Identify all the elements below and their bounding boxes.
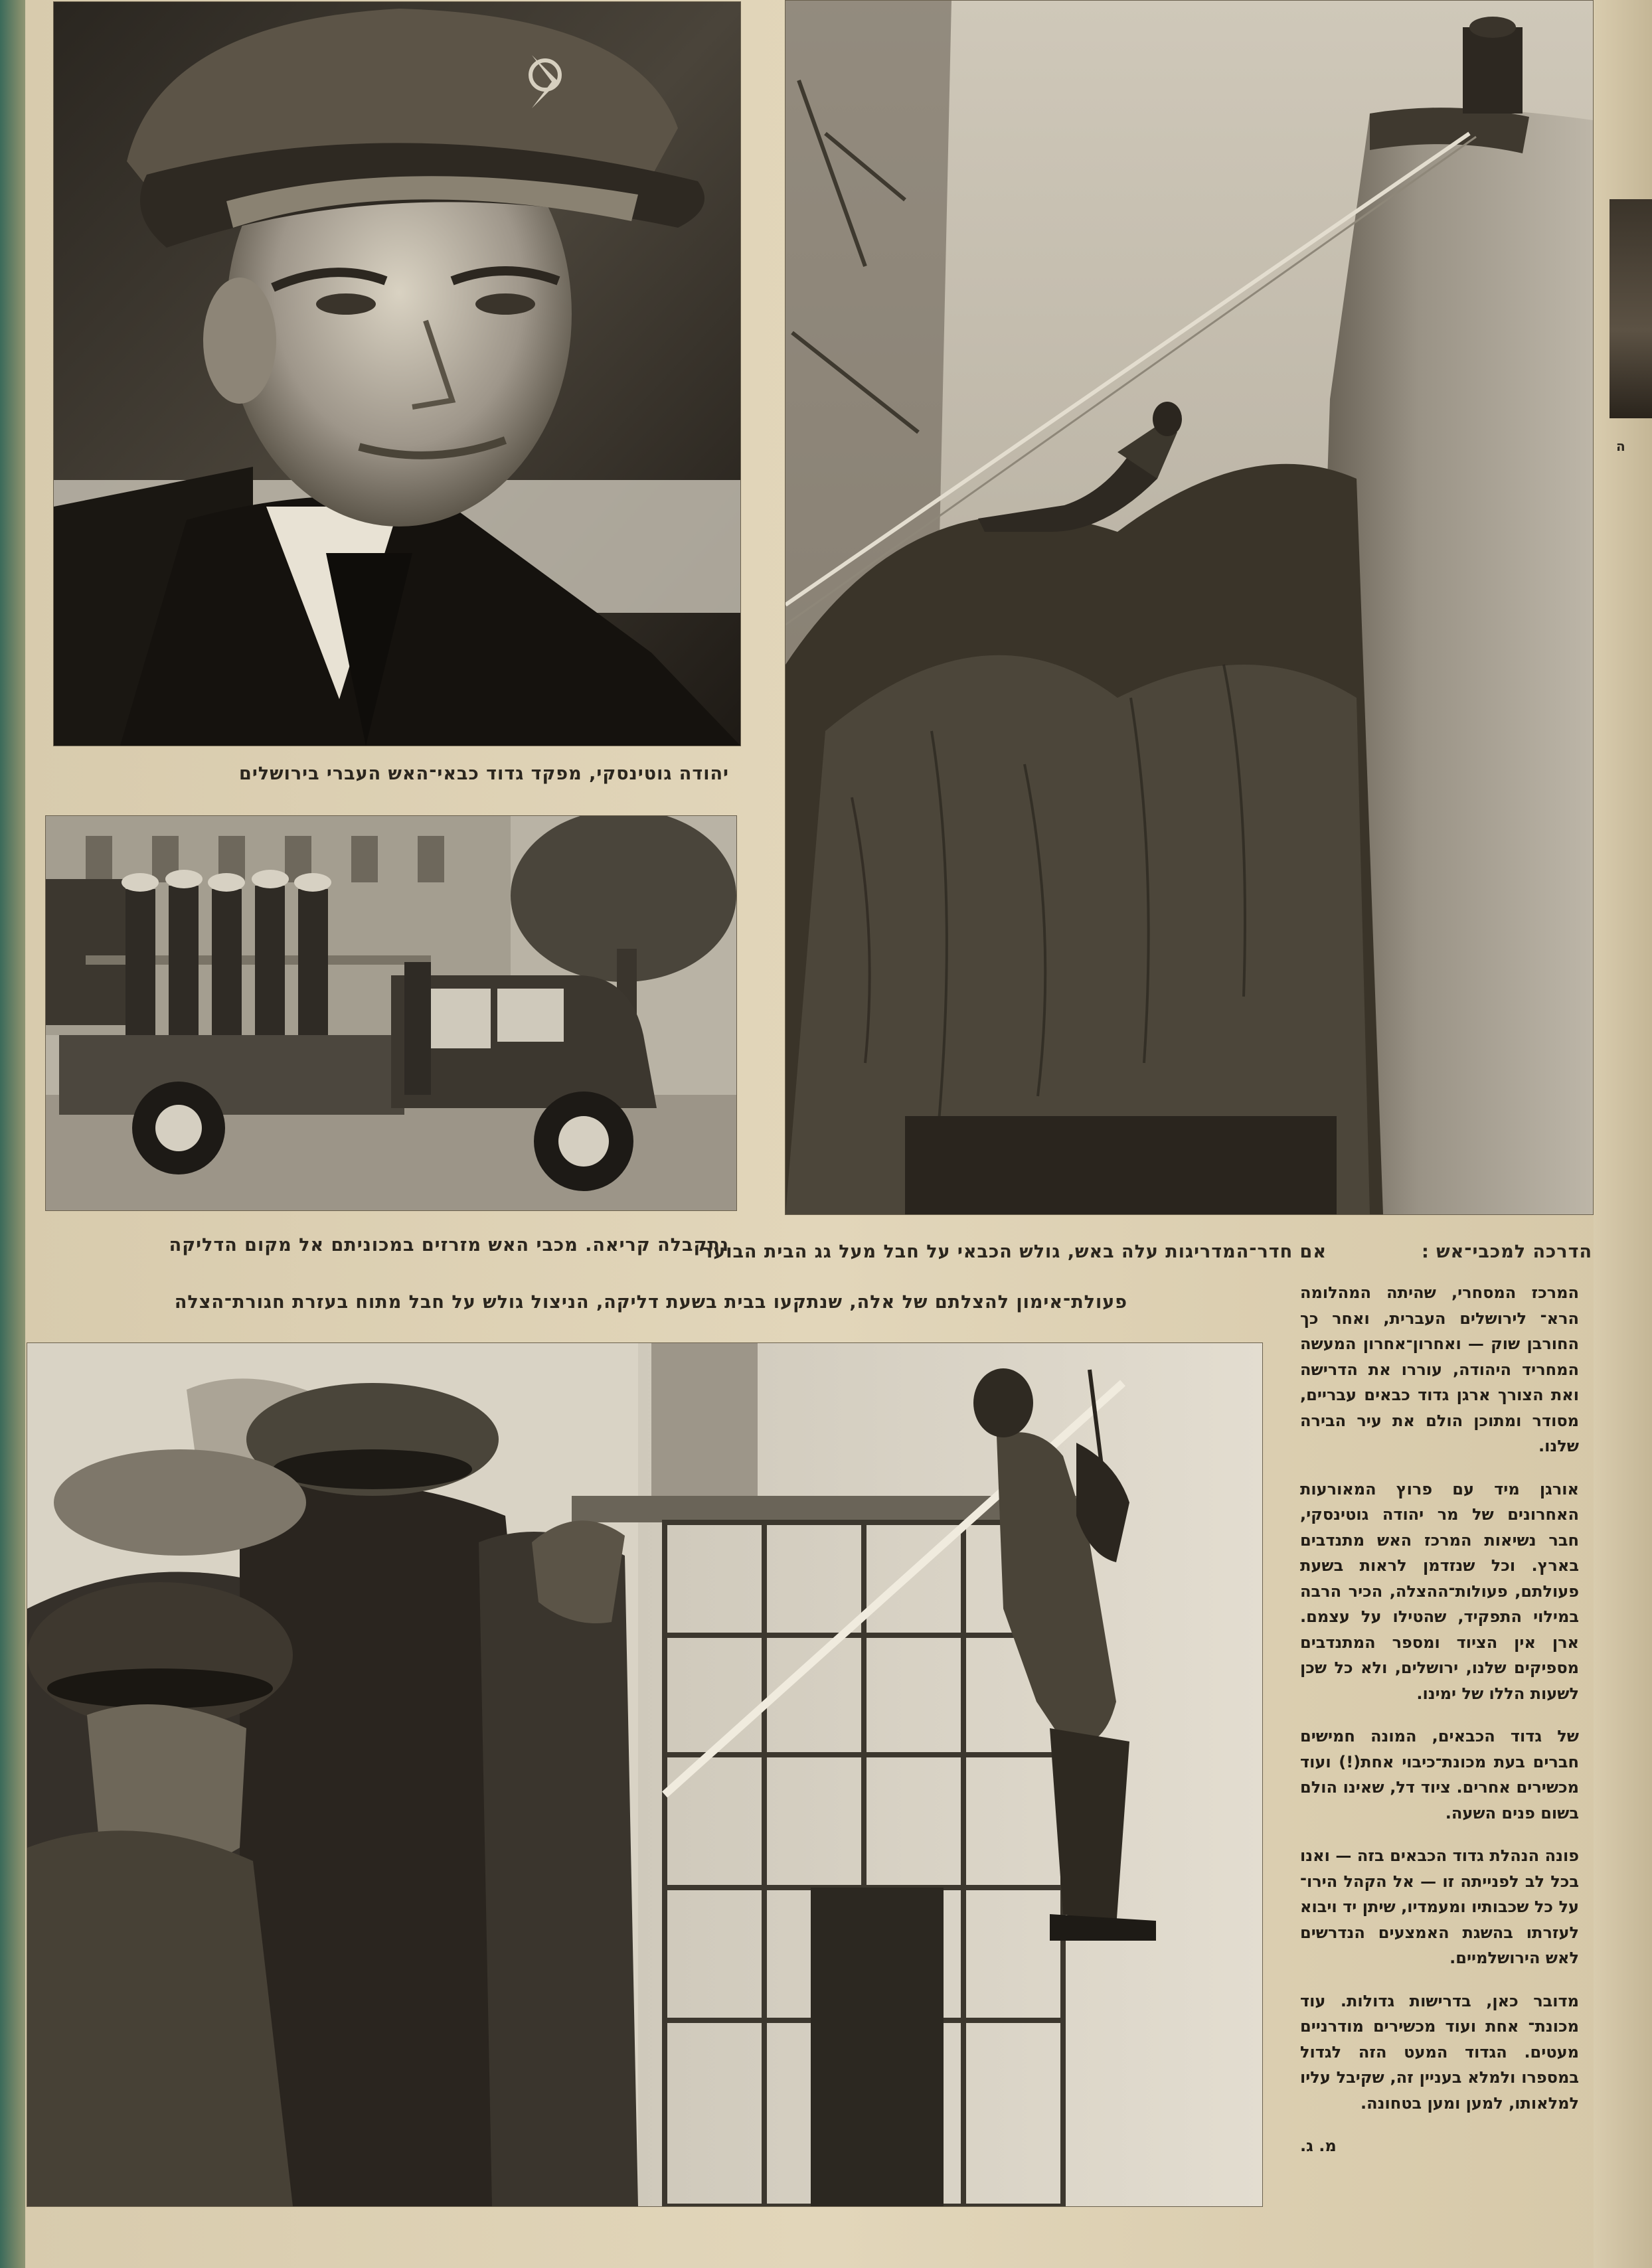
climber-caption: אם חדר־המדריגות עלה באש, גולש הכבאי על חבל מעל גג הבית הבוער	[701, 1242, 1327, 1262]
article-text	[1300, 1280, 1579, 2210]
adjacent-page-photo	[1610, 199, 1652, 418]
article-paragraph: אורגן מיד עם פרוץ המאורעות האחרונים של מר יהודה גוטינסקי, חבר נשיאות המרכז האש מתנדבים בארץ. וכל שנזדמן לראות בשעת פעולתם, פעולות־ההצלה, הכיר הרבה במילוי התפקיד, שהטילו על עצמם. ארן אין הציוד ומספר המתנדבים מספיקים שלנו, ירושלים, ולא כל שכן לשעות הללו של ימינו.	[1300, 1479, 1579, 1703]
article-paragraph: פונה הנהלת גדוד הכבאים בזה — ואנו בכל לב לפנייתה זו — אל הקהל הירו־ על כל שכבותיו ומעמדיו, שיתן יד ויבוא לעזרתו בהשגת האמצעים הנדרשים לאש הירושלמיים.	[1300, 1846, 1579, 1967]
rope-climb-photo	[785, 0, 1594, 1215]
rescue-caption: פעולת־אימון להצלתם של אלה, שנתקעו בבית בשעת דליקה, הניצול גולש על חבל מתוח בעזרת חגורת־הצלה	[174, 1292, 1127, 1313]
article-paragraph: של גדוד הכבאים, המונה חמישים חברים בעת מכונת־כיבוי אחת(!) ועוד מכשירים אחרים. ציוד דל, שאינו הולם בשום פנים השעה.	[1300, 1727, 1579, 1822]
adjacent-page-text: ה	[1616, 438, 1625, 454]
article-signature: מ. ג.	[1300, 2137, 1337, 2155]
commander-portrait-photo	[53, 1, 741, 746]
commander-caption: יהודה גוטינסקי, מפקד גדוד כבאי־האש העברי בירושלים	[239, 764, 729, 784]
article-paragraph: מדובר כאן, בדרישות גדולות. עוד מכונת־ אחת ועוד מכשירים מודרניים מעטים. הגדוד המעט הזה לגדול במספרו ולמלא בעניין זה, שקיבל עליו למלאותו, למען ומען בטחונה.	[1300, 1991, 1579, 2113]
rescue-training-photo	[27, 1342, 1263, 2207]
climber-caption-edge: הדרכה למכבי־אש :	[1421, 1242, 1592, 1262]
fire-truck-photo	[45, 815, 737, 1211]
adjacent-page-edge	[1594, 0, 1652, 2268]
article-paragraph: המרכז המסחרי, שהיתה המהלומה הרא־ לירושלים העברית, ואחר כך החורבן שוק — ואחרון־אחרון המעשה המחריד היהודה, עוררו את הדרישה ואת הצורך ארגן גדוד כבאים עבריים, מסודר ומתוכן הולם את עיר הבירה שלנו.	[1300, 1283, 1579, 1455]
truck-caption: נתקבלה קריאה. מכבי האש מזרזים במכוניתם אל מקום הדליקה	[169, 1235, 729, 1256]
